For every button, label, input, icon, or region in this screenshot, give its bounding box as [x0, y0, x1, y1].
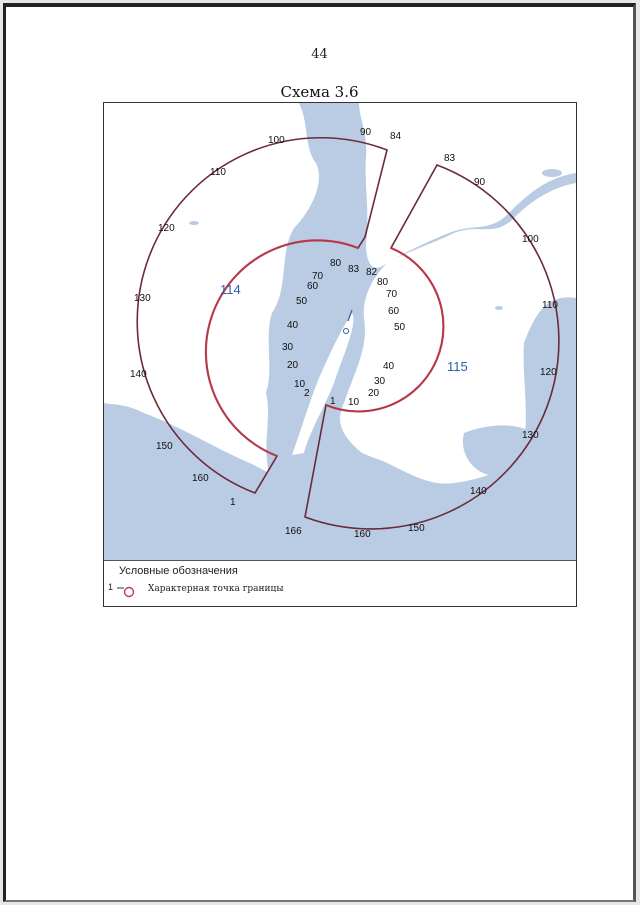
point-label: 166	[285, 526, 302, 537]
point-label: 20	[368, 388, 380, 399]
point-label: 120	[158, 223, 175, 234]
point-label: 130	[134, 293, 151, 304]
map-legend	[104, 560, 576, 607]
point-label: 100	[268, 135, 285, 146]
point-label: 70	[312, 271, 324, 282]
area-label-west: 114	[220, 282, 241, 297]
legend-symbol-label: 1	[108, 582, 114, 592]
document-page	[3, 3, 636, 902]
water-pond	[495, 306, 503, 310]
point-label: 10	[348, 397, 360, 408]
point-label: 160	[354, 529, 371, 540]
point-label: 110	[542, 300, 558, 311]
legend-title: Условные обозначения	[119, 565, 238, 577]
water-pond	[189, 221, 199, 225]
point-label: 10	[294, 379, 306, 390]
page-number: 44	[311, 47, 328, 62]
water-bay	[542, 169, 562, 177]
point-label: 40	[287, 320, 299, 331]
point-label: 50	[394, 322, 406, 333]
point-label: 70	[386, 289, 398, 300]
point-label: 140	[470, 486, 487, 497]
point-label: 60	[307, 281, 319, 292]
point-label: 40	[383, 361, 395, 372]
point-label: 84	[390, 131, 402, 142]
point-label: 2	[304, 388, 310, 399]
point-label: 110	[210, 167, 226, 178]
point-label: 83	[444, 153, 456, 164]
point-label: 83	[348, 264, 360, 275]
point-label: 1	[330, 396, 336, 407]
legend-item-label: Характерная точка границы	[148, 584, 284, 594]
point-label: 120	[540, 367, 557, 378]
point-label: 130	[522, 430, 539, 441]
boundary-point-icon	[108, 580, 142, 598]
point-label: 30	[374, 376, 386, 387]
point-label: 90	[474, 177, 486, 188]
point-label: 20	[287, 360, 299, 371]
point-label: 80	[377, 277, 389, 288]
area-label-east: 115	[447, 359, 468, 374]
point-label: 160	[192, 473, 209, 484]
point-label: 1	[230, 497, 236, 508]
point-label: 80	[330, 258, 342, 269]
map-svg	[104, 103, 576, 560]
map-frame	[103, 102, 577, 607]
point-label: 140	[130, 369, 147, 380]
point-label: 100	[522, 234, 539, 245]
point-label: 30	[282, 342, 294, 353]
scheme-title: Схема 3.6	[280, 83, 359, 101]
point-label: 90	[360, 127, 372, 138]
point-label: 60	[388, 306, 400, 317]
point-label: 82	[366, 267, 378, 278]
point-label: 150	[156, 441, 173, 452]
point-label: 50	[296, 296, 308, 307]
point-label: 150	[408, 523, 425, 534]
